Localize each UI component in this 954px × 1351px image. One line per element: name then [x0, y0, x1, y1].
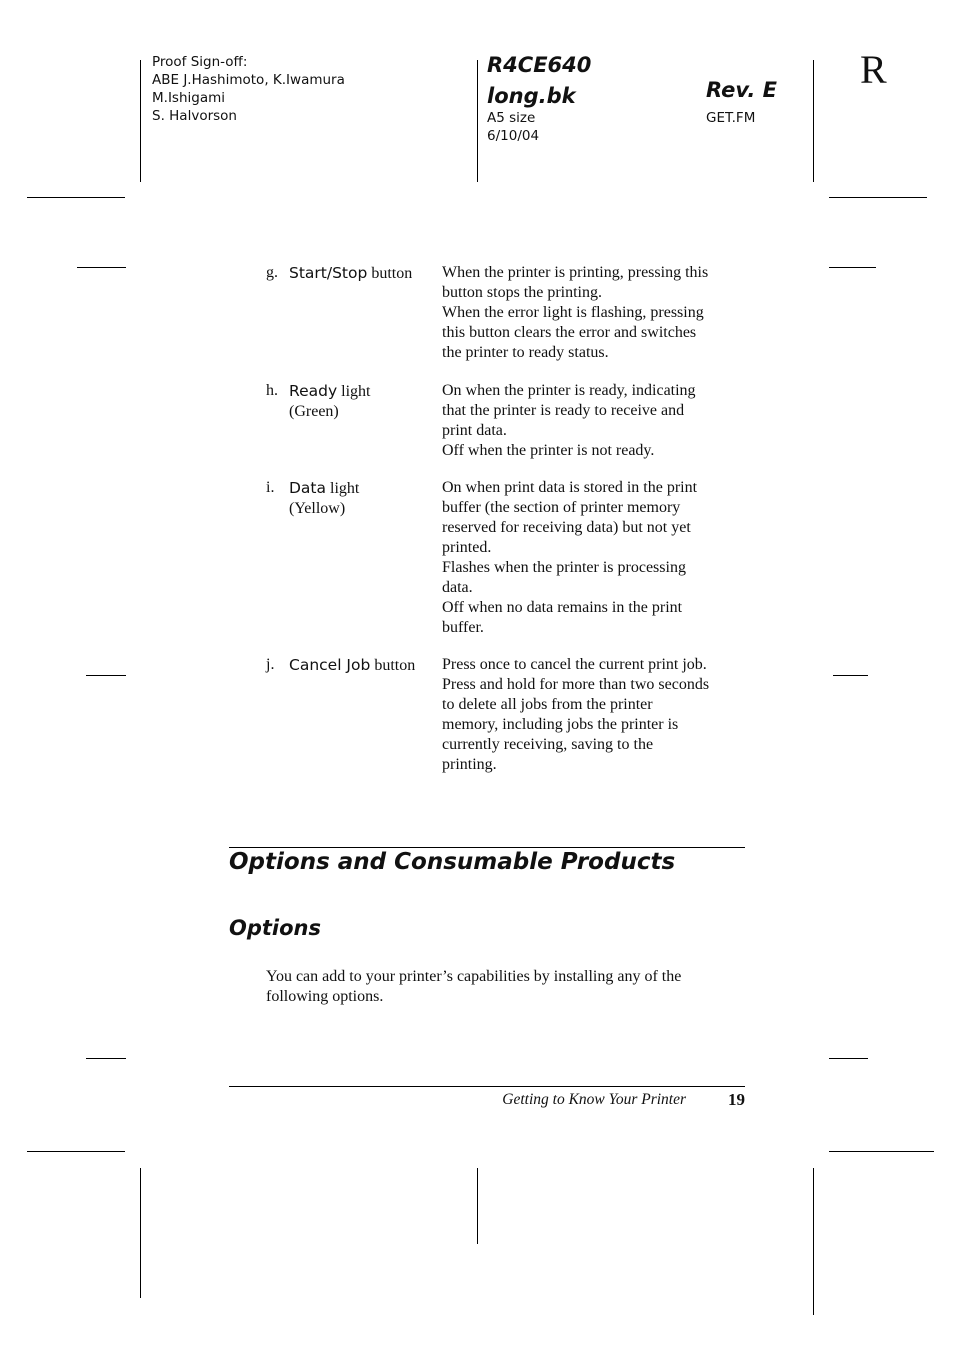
description-line: print data. — [442, 422, 507, 439]
entry-ready-light — [266, 381, 746, 461]
description-line: data. — [442, 579, 473, 596]
term-color: (Yellow) — [289, 500, 346, 517]
description-line: buffer. — [442, 619, 484, 636]
entry-description — [442, 381, 746, 461]
term-name: Cancel Job — [289, 656, 371, 674]
crop-mark — [833, 675, 868, 676]
entry-letter: j. — [266, 656, 275, 673]
page-size: A5 size — [487, 110, 536, 126]
crop-mark — [477, 60, 478, 182]
file-name: GET.FM — [706, 110, 756, 126]
term-suffix: light — [337, 383, 371, 400]
crop-mark — [813, 60, 814, 182]
description-line: currently receiving, saving to the — [442, 736, 654, 753]
description-line: this button clears the error and switches — [442, 324, 697, 341]
crop-mark — [27, 1151, 125, 1152]
description-line: buffer (the section of printer memory — [442, 499, 681, 516]
term-suffix: button — [370, 657, 416, 674]
term-suffix: light — [326, 480, 360, 497]
doc-code: R4CE640 — [487, 53, 592, 77]
entry-term — [289, 478, 441, 519]
description-line: to delete all jobs from the printer — [442, 696, 653, 713]
crop-mark — [140, 60, 141, 182]
proof-line: ABE J.Hashimoto, K.Iwamura — [152, 72, 345, 88]
proof-line: Proof Sign-off: — [152, 54, 248, 70]
side-mark: R — [860, 47, 887, 92]
description-line: that the printer is ready to receive and — [442, 402, 685, 419]
doc-identifier — [487, 50, 591, 112]
crop-mark — [829, 267, 876, 268]
section-title: Options and Consumable Products — [229, 847, 745, 875]
description-line: Off when no data remains in the print — [442, 599, 683, 616]
crop-mark — [86, 1058, 126, 1059]
description-line: Flashes when the printer is processing — [442, 559, 686, 576]
revision: Rev. E — [706, 78, 777, 102]
description-line: Press once to cancel the current print job. — [442, 656, 707, 673]
description-line: memory, including jobs the printer is — [442, 716, 679, 733]
description-line: On when print data is stored in the print — [442, 479, 698, 496]
entry-data-light — [266, 478, 746, 638]
body-line: You can add to your printer’s capabilities by installing any of the — [266, 968, 682, 985]
proof-line: M.Ishigami — [152, 90, 226, 106]
crop-mark — [829, 197, 927, 198]
crop-mark — [829, 1058, 868, 1059]
entry-term — [289, 381, 441, 422]
term-name: Ready — [289, 382, 338, 400]
term-suffix: button — [367, 265, 413, 282]
term-color: (Green) — [289, 403, 339, 420]
entry-letter: g. — [266, 264, 278, 281]
book-file: long.bk — [487, 84, 576, 108]
description-line: printing. — [442, 756, 497, 773]
proof-line: S. Halvorson — [152, 108, 237, 124]
entry-term — [289, 263, 441, 284]
entry-term — [289, 655, 441, 676]
entry-letter: i. — [266, 479, 275, 496]
entry-description — [442, 655, 746, 775]
entry-cancel-job — [266, 655, 746, 775]
description-line: Off when the printer is not ready. — [442, 442, 655, 459]
entry-description — [442, 263, 746, 363]
proof-signoff — [152, 53, 345, 125]
description-line: On when the printer is ready, indicating — [442, 382, 696, 399]
page-number: 19 — [728, 1090, 745, 1109]
term-name: Start/Stop — [289, 264, 368, 282]
crop-mark — [829, 1151, 934, 1152]
entry-letter: h. — [266, 382, 278, 399]
doc-date: 6/10/04 — [487, 128, 540, 144]
description-line: When the error light is flashing, pressing — [442, 304, 704, 321]
description-line: printed. — [442, 539, 492, 556]
description-line: reserved for receiving data) but not yet — [442, 519, 691, 536]
description-line: Press and hold for more than two seconds — [442, 676, 710, 693]
description-line: button stops the printing. — [442, 284, 602, 301]
description-line: When the printer is printing, pressing this — [442, 264, 709, 281]
crop-mark — [477, 1168, 478, 1244]
crop-mark — [86, 675, 126, 676]
crop-mark — [140, 1168, 141, 1298]
body-line: following options. — [266, 988, 384, 1005]
subsection-title: Options — [229, 916, 321, 940]
crop-mark — [813, 1168, 814, 1315]
crop-mark — [27, 197, 125, 198]
description-line: the printer to ready status. — [442, 344, 609, 361]
crop-mark — [77, 267, 126, 268]
footer-chapter: Getting to Know Your Printer — [502, 1091, 686, 1108]
term-name: Data — [289, 479, 327, 497]
entry-start-stop — [266, 263, 746, 363]
section-body — [266, 967, 681, 1007]
entry-description — [442, 478, 746, 638]
page-footer — [229, 1086, 745, 1117]
